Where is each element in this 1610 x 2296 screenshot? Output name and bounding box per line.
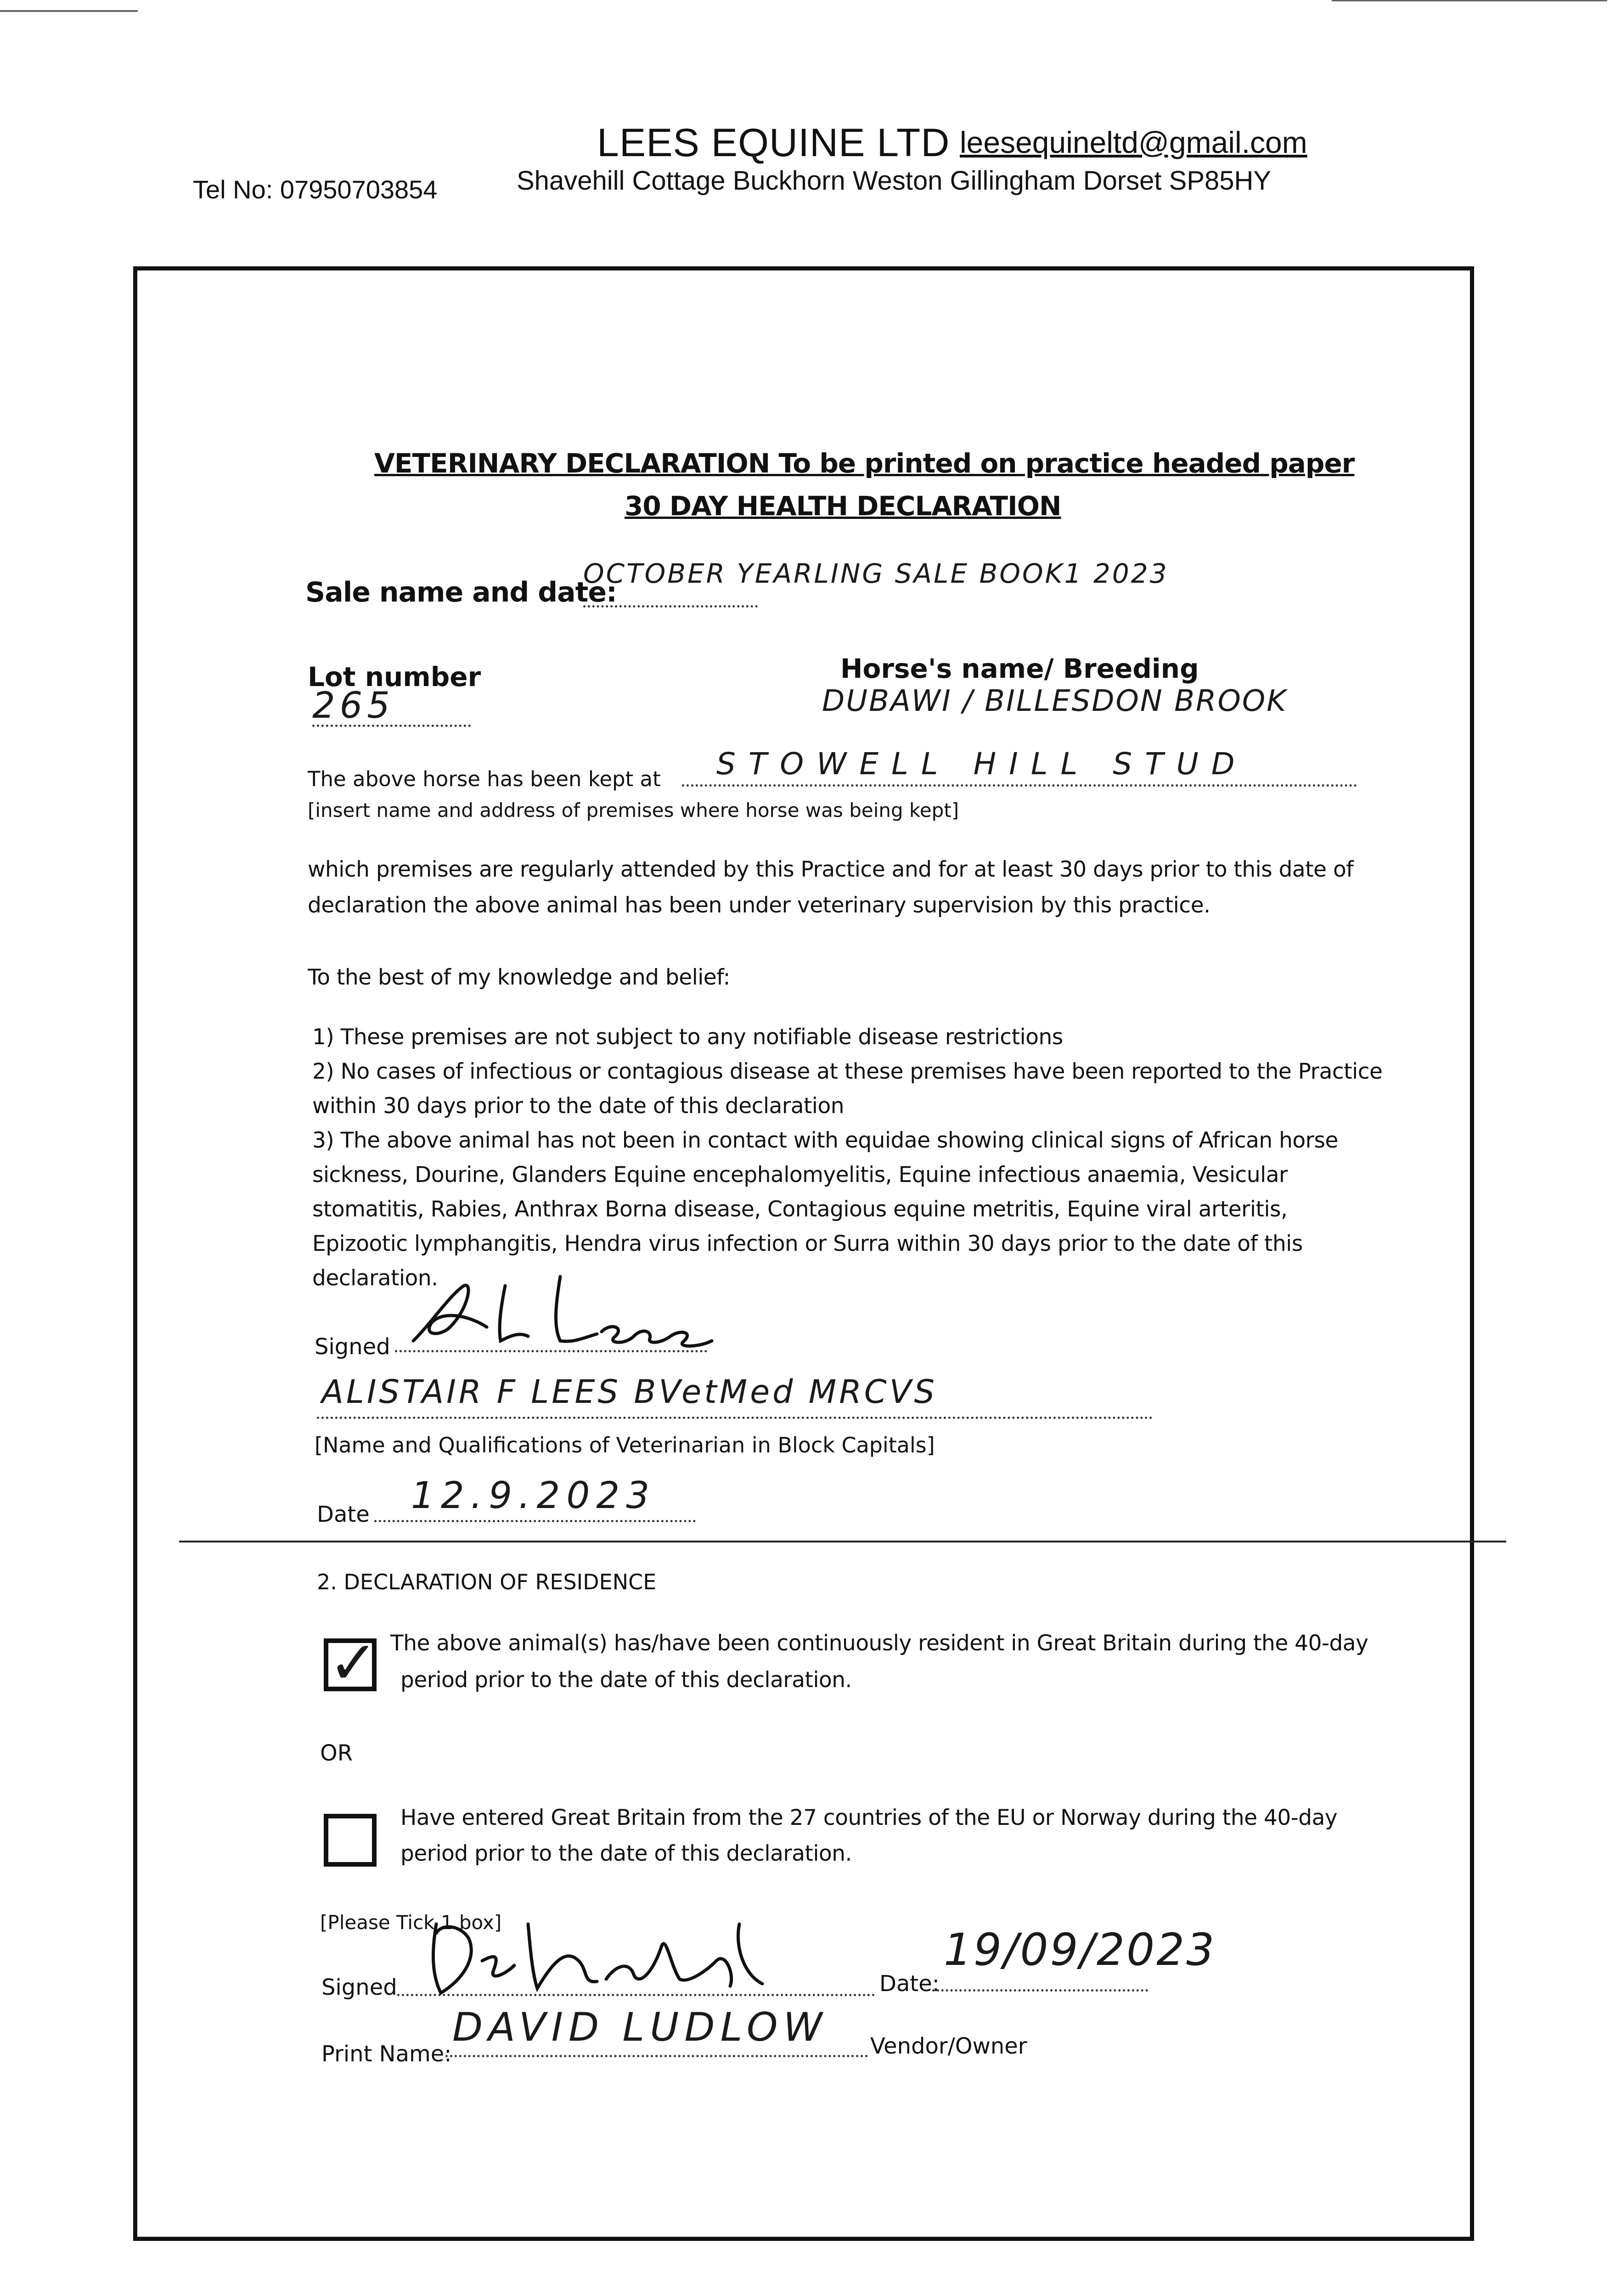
entered-option-line2: period prior to the date of this declaration. <box>400 1841 852 1866</box>
resident-check-mark: ✓ <box>328 1628 378 1698</box>
premises-paragraph-line2: declaration the above animal has been under veterinary supervision by this practice. <box>308 893 1210 918</box>
condition-1: 1) These premises are not subject to any notifiable disease restrictions <box>312 1024 1063 1050</box>
sale-dotted-line <box>583 605 758 608</box>
condition-2-line1: 2) No cases of infectious or contagious disease at these premises have been reported to the Practice <box>312 1059 1383 1084</box>
condition-2-line2: within 30 days prior to the date of this declaration <box>312 1093 844 1119</box>
company-address: Shavehill Cottage Buckhorn Weston Gillingham Dorset SP85HY <box>517 166 1272 196</box>
entered-option-line1: Have entered Great Britain from the 27 countries of the EU or Norway during the 40-day <box>400 1805 1338 1830</box>
vet-date-value[interactable]: 12.9.2023 <box>411 1474 656 1517</box>
vet-name-line <box>317 1417 1153 1419</box>
vet-date-label: Date <box>317 1502 370 1527</box>
scan-line <box>1332 0 1607 1</box>
kept-label: The above horse has been kept at <box>308 767 661 791</box>
vendor-date-value[interactable]: 19/09/2023 <box>944 1924 1216 1975</box>
form-title: VETERINARY DECLARATION To be printed on practice headed paper <box>374 448 1355 479</box>
print-name-value[interactable]: DAVID LUDLOW <box>452 2004 828 2050</box>
vet-signed-label: Signed <box>315 1334 390 1360</box>
lot-label: Lot number <box>308 661 481 692</box>
lot-value[interactable]: 265 <box>312 685 394 726</box>
company-name: LEES EQUINE LTD <box>597 121 950 165</box>
entered-checkbox[interactable] <box>324 1814 377 1867</box>
premises-paragraph-line1: which premises are regularly attended by this Practice and for at least 30 days prior to this date of <box>308 857 1354 882</box>
condition-3-line1: 3) The above animal has not been in contact with equidae showing clinical signs of African horse <box>312 1128 1338 1153</box>
print-name-label: Print Name: <box>321 2041 452 2067</box>
kept-value[interactable]: STOWELL HILL STUD <box>716 746 1248 782</box>
vet-name-value[interactable]: ALISTAIR F LEES BVetMed MRCVS <box>321 1373 938 1411</box>
condition-3-line2: sickness, Dourine, Glanders Equine encephalomyelitis, Equine infectious anaemia, Vesicular <box>312 1162 1288 1187</box>
scan-line <box>0 10 138 12</box>
form-subtitle: 30 DAY HEALTH DECLARATION <box>625 490 1061 522</box>
condition-3-line3: stomatitis, Rabies, Anthrax Borna disease, Contagious equine metritis, Equine viral arteritis, <box>312 1197 1288 1222</box>
condition-3-line4: Epizootic lymphangitis, Hendra virus infection or Surra within 30 days prior to the date of this <box>312 1231 1303 1256</box>
horse-value[interactable]: DUBAWI / BILLESDON BROOK <box>822 684 1288 718</box>
company-email[interactable]: leesequineltd@gmail.com <box>960 125 1307 159</box>
kept-note: [insert name and address of premises where horse was being kept] <box>308 799 959 822</box>
vendor-date-line <box>932 1989 1148 1992</box>
vet-name-note: [Name and Qualifications of Veterinarian in Block Capitals] <box>315 1433 935 1458</box>
knowledge-line: To the best of my knowledge and belief: <box>308 965 730 990</box>
print-name-line <box>445 2055 868 2057</box>
company-tel: Tel No: 07950703854 <box>193 175 438 204</box>
residence-heading: 2. DECLARATION OF RESIDENCE <box>317 1570 657 1594</box>
vendor-signature <box>413 1906 771 2002</box>
condition-3-line5: declaration. <box>312 1266 438 1291</box>
sale-value[interactable]: OCTOBER YEARLING SALE BOOK1 2023 <box>583 558 1169 589</box>
resident-option-line2: period prior to the date of this declaration. <box>400 1667 852 1693</box>
vet-signature <box>395 1267 716 1355</box>
sale-label: Sale name and date: <box>305 576 617 608</box>
lot-dotted-line <box>312 725 471 727</box>
vendor-signed-label: Signed <box>321 1975 397 2000</box>
vendor-role: Vendor/Owner <box>870 2033 1027 2059</box>
or-label: OR <box>320 1740 353 1766</box>
section-divider <box>179 1541 1506 1542</box>
resident-option-line1: The above animal(s) has/have been continuously resident in Great Britain during the 40-day <box>390 1631 1368 1656</box>
vet-date-line <box>374 1520 696 1522</box>
horse-label: Horse's name/ Breeding <box>840 653 1199 684</box>
vendor-date-label: Date: <box>879 1971 940 1997</box>
tick-note: [Please Tick 1 box] <box>320 1911 502 1934</box>
kept-dotted-line <box>682 784 1357 787</box>
